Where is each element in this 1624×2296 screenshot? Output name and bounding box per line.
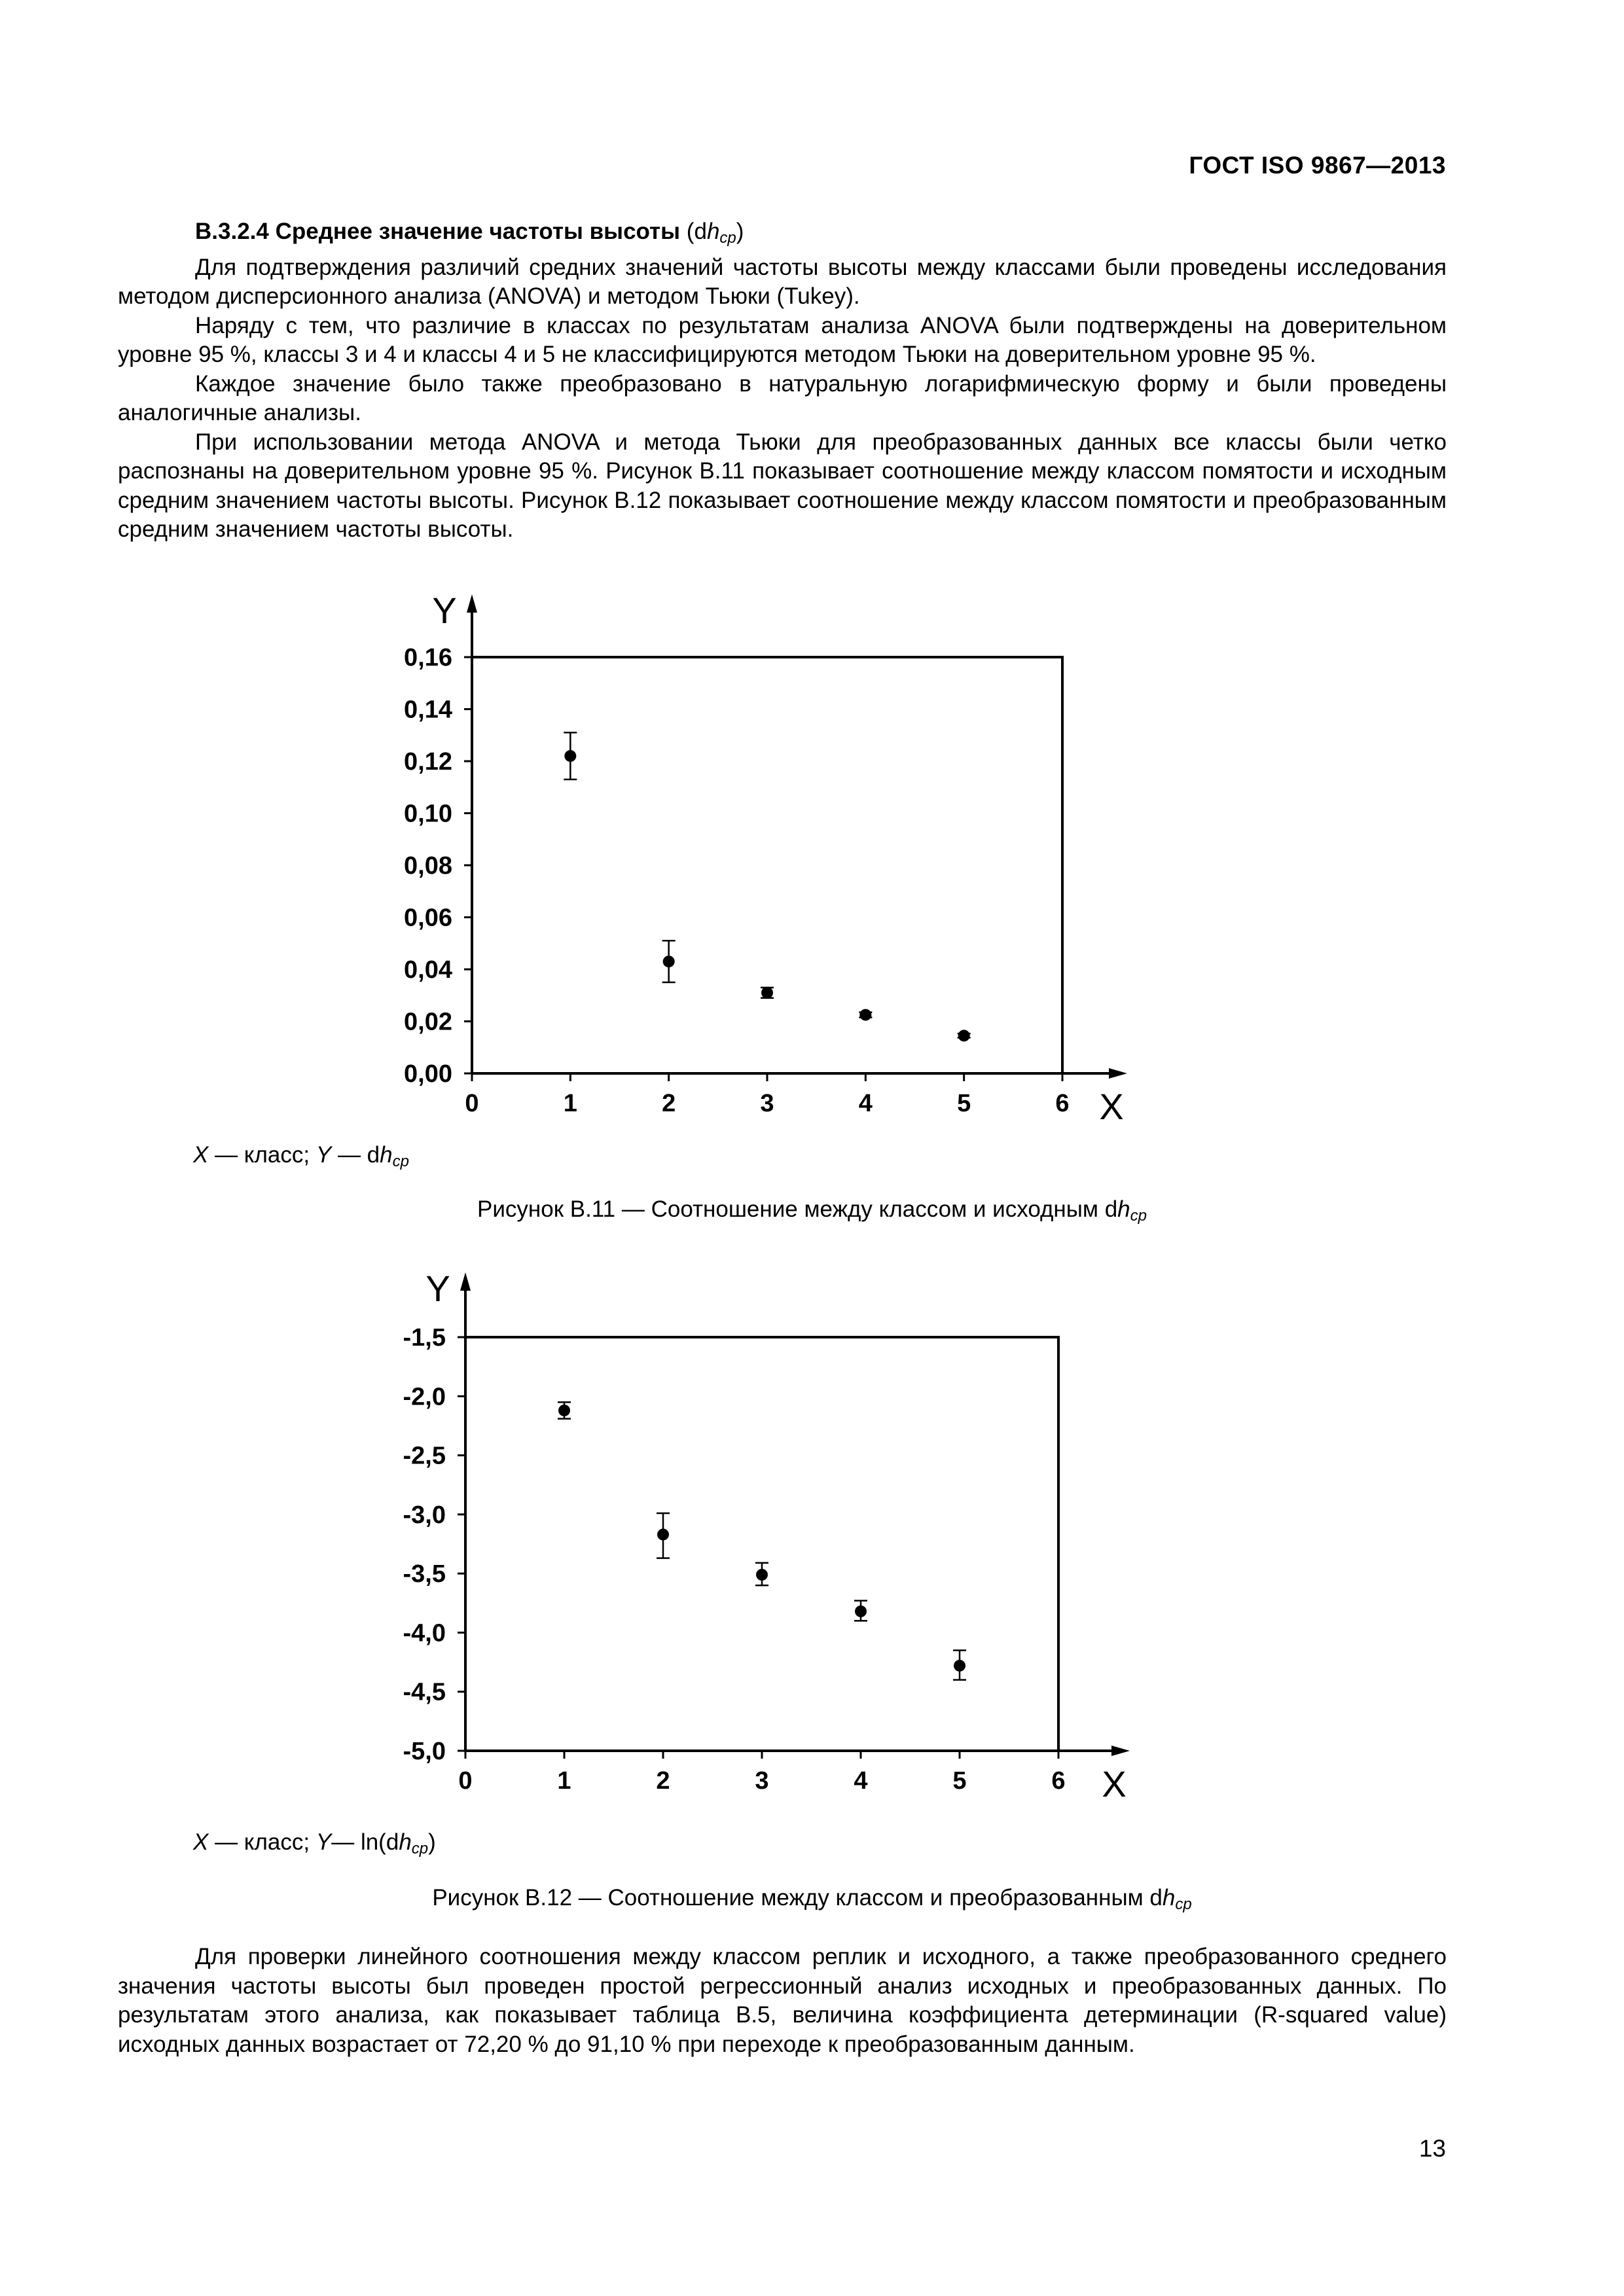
y-axis-letter: Y <box>425 1268 450 1309</box>
data-point <box>855 1605 867 1617</box>
closing-paragraph: Для проверки линейного соотношения между классом реплик и исходного, а также преобразованного среднего значения частоты высоты был проведен простой регрессионный анализ исходных и преобразованных данных. По результатам этого анализа, как показывает таблица В.5, величина коэффициента детерминации (R-squared value) исходных данных возрастает от 72,20 % до 91,10 % при переходе к преобразованным данным. <box>118 1944 1447 2057</box>
figure-b12-chart <box>0 1244 1624 1820</box>
document-header: ГОСТ ISO 9867—2013 <box>1189 152 1446 179</box>
data-point <box>958 1030 970 1041</box>
data-point <box>663 956 675 967</box>
caption-h: h <box>1162 1885 1176 1910</box>
figure-b11-legend <box>193 1142 409 1171</box>
paragraph-1: Для подтверждения различий средних значений частоты высоты между классами были проведены исследования методом дисперсионного анализа (ANOVA) и методом Тьюки (Tukey). <box>118 254 1447 309</box>
x-tick-label: 2 <box>662 1090 676 1117</box>
x-tick-label: 0 <box>458 1767 473 1795</box>
y-tick-label: -3,5 <box>403 1560 446 1588</box>
paragraph-3: Каждое значение было также преобразовано в натуральную логарифмическую форму и были проведены аналогичные анализы. <box>118 370 1447 425</box>
x-axis-arrow <box>1109 1068 1127 1079</box>
data-point <box>954 1660 965 1672</box>
y-axis-arrow <box>467 594 477 613</box>
data-point <box>558 1405 570 1416</box>
plot-frame <box>472 657 1062 1073</box>
y-tick-label: -3,0 <box>403 1501 446 1529</box>
y-tick-label: -1,5 <box>403 1324 446 1352</box>
x-tick-label: 5 <box>957 1090 971 1117</box>
caption-text: Рисунок В.11 — Соотношение между классом и исходным d <box>477 1196 1118 1222</box>
x-tick-label: 4 <box>854 1767 868 1795</box>
y-tick-label: -4,5 <box>403 1678 446 1706</box>
y-tick-label: 0,08 <box>404 852 452 880</box>
section-symbol-h: h <box>706 219 720 244</box>
legend-y-text: — d <box>331 1142 380 1168</box>
figure-b11-caption <box>0 1196 1624 1225</box>
x-tick-label: 6 <box>1051 1767 1066 1795</box>
x-tick-label: 0 <box>465 1090 479 1117</box>
paragraph-2: Наряду с тем, что различие в классах по результатам анализа ANOVA были подтверждены на доверительном уровне 95 %, классы 3 и 4 и классы 4 и 5 не классифицируются методом Тьюки на доверительном уровне 95 %. <box>118 312 1447 367</box>
caption-sub: ср <box>1130 1207 1147 1225</box>
legend-y-symbol: Y <box>316 1829 332 1855</box>
y-tick-label: 0,10 <box>404 800 452 828</box>
data-point <box>761 987 773 999</box>
legend-x-symbol: X <box>193 1829 209 1855</box>
legend-y-text: — ln(d <box>331 1829 399 1855</box>
x-tick-label: 6 <box>1055 1090 1070 1117</box>
plot-frame <box>465 1337 1058 1751</box>
legend-x-text: — класс; <box>208 1142 316 1168</box>
x-axis-arrow <box>1111 1746 1130 1756</box>
y-tick-label: 0,16 <box>404 644 452 672</box>
legend-y-symbol: Y <box>316 1142 332 1168</box>
legend-close: ) <box>428 1829 436 1855</box>
y-tick-label: 0,06 <box>404 904 452 932</box>
x-tick-label: 5 <box>952 1767 967 1795</box>
x-axis-letter: X <box>1102 1763 1127 1804</box>
y-tick-label: 0,02 <box>404 1008 452 1036</box>
figure-b12-caption <box>0 1885 1624 1914</box>
caption-h: h <box>1117 1196 1130 1222</box>
page-number: 13 <box>1418 2135 1446 2162</box>
legend-sub: ср <box>392 1153 409 1170</box>
data-point <box>859 1009 871 1021</box>
x-tick-label: 3 <box>755 1767 769 1795</box>
x-tick-label: 2 <box>656 1767 670 1795</box>
section-title: В.3.2.4 Среднее значение частоты высоты <box>195 219 681 244</box>
legend-h: h <box>399 1829 412 1855</box>
section-symbol-sub: ср <box>719 229 736 247</box>
legend-h: h <box>380 1142 393 1168</box>
section-symbol-suffix: ) <box>736 219 744 244</box>
y-tick-label: 0,00 <box>404 1060 452 1088</box>
caption-text: Рисунок В.12 — Соотношение между классом и преобразованным d <box>432 1885 1163 1910</box>
x-tick-label: 3 <box>760 1090 774 1117</box>
paragraph-4: При использовании метода ANOVA и метода Тьюки для преобразованных данных все классы были четко распознаны на доверительном уровне 95 %. Рисунок В.11 показывает соотношение между классом помятости и исходным средним значением частоты высоты. Рисунок В.12 показывает соотношение между классом помятости и преобразованным средним значением частоты высоты. <box>118 429 1447 542</box>
legend-x-symbol: X <box>193 1142 209 1168</box>
y-tick-label: 0,14 <box>404 696 452 724</box>
legend-x-text: — класс; <box>208 1829 316 1855</box>
figure-b12-legend <box>193 1829 436 1858</box>
y-tick-label: -4,0 <box>403 1619 446 1647</box>
y-axis-arrow <box>460 1272 471 1291</box>
legend-sub: ср <box>411 1840 429 1857</box>
figure-b11-chart <box>0 576 1624 1139</box>
x-tick-label: 1 <box>557 1767 571 1795</box>
section-symbol-prefix: (d <box>680 219 707 244</box>
section-heading <box>118 217 1447 253</box>
x-tick-label: 4 <box>858 1090 873 1117</box>
y-tick-label: -2,0 <box>403 1383 446 1411</box>
intro-text-block <box>118 217 1447 545</box>
x-axis-letter: X <box>1099 1086 1124 1127</box>
x-tick-label: 1 <box>563 1090 577 1117</box>
data-point <box>756 1569 768 1581</box>
y-axis-letter: Y <box>432 590 457 631</box>
y-tick-label: -5,0 <box>403 1738 446 1765</box>
y-tick-label: -2,5 <box>403 1442 446 1470</box>
data-point <box>657 1529 669 1541</box>
data-point <box>564 750 576 762</box>
y-tick-label: 0,04 <box>404 956 452 984</box>
caption-sub: ср <box>1175 1895 1192 1913</box>
y-tick-label: 0,12 <box>404 748 452 776</box>
closing-text-block <box>118 1943 1447 2059</box>
